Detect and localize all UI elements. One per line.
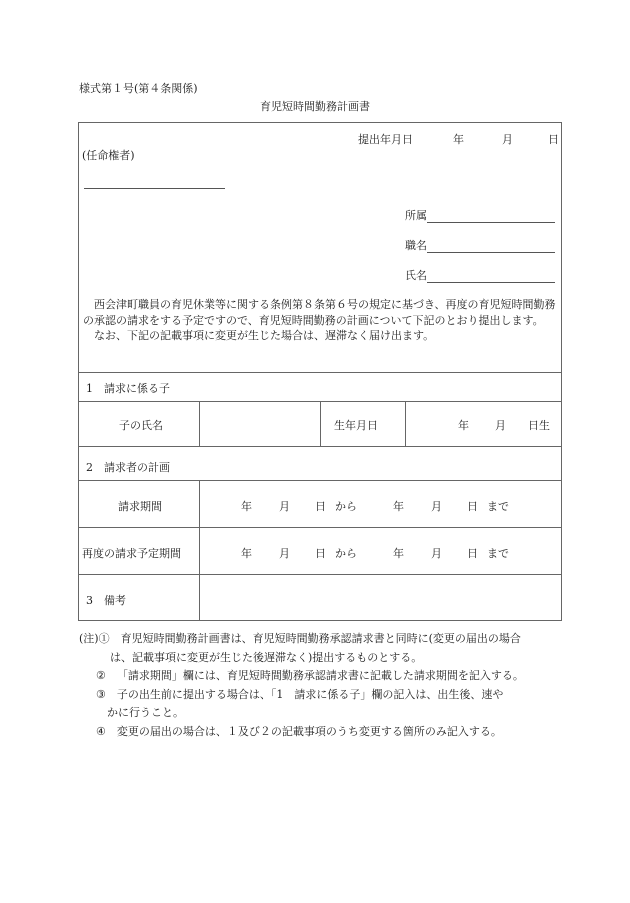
section3-heading: 3 備考 [86,594,126,607]
note-text: 育児短時間勤務計画書は、育児短時間勤務承認請求書と同時に(変更の届出の場合 [120,632,521,645]
divider [79,372,561,373]
section1-heading: 1 請求に係る子 [86,382,170,395]
divider [79,446,561,447]
affiliation-label: 所属 [405,209,427,222]
remarks-field[interactable] [203,578,558,618]
next-to-year[interactable]: 年 [393,547,404,560]
note-marker: ③ [96,687,106,701]
note-text: 子の出生前に提出する場合は、「1 請求に係る子」欄の記入は、出生後、速や [116,687,504,701]
note-marker: ① [98,632,110,645]
appointer-field[interactable] [84,173,225,188]
birth-month-field[interactable]: 月 [495,419,506,432]
affiliation-field[interactable] [405,207,555,223]
section2-heading: 2 請求者の計画 [86,461,170,474]
note-item-1-cont: は、記載事項に変更が生じた後遅滞なく)提出するものとする。 [110,650,423,664]
divider [320,401,321,446]
divider [199,480,200,621]
request-to-month[interactable]: 月 [431,500,442,513]
statement-paragraph-2: なお、下記の記載事項に変更が生じた場合は、遅滞なく届け出ます。 [94,329,435,342]
next-to-month[interactable]: 月 [431,547,442,560]
note-text: 変更の届出の場合は、１及び２の記載事項のうち変更する箇所のみ記入する。 [116,724,502,738]
next-from-day[interactable]: 日 [315,547,326,560]
next-from-month[interactable]: 月 [279,547,290,560]
note-text: 「請求期間」欄には、育児短時間勤務承認請求書に記載した請求期間を記入する。 [116,669,524,682]
statement-paragraph-1: 西会津町職員の育児休業等に関する条例第８条第６号の規定に基づき、再度の育児短時間勤務の承認の請求をする予定ですので、育児短時間勤務の計画について下記のとおり提出します。 [83,298,556,327]
divider [199,401,200,446]
name-field[interactable] [405,267,555,283]
affiliation-underline [427,209,555,223]
position-label: 職名 [405,239,427,252]
request-to-year[interactable]: 年 [393,500,404,513]
next-from-label: から [335,547,357,560]
note-item-2 [79,667,569,686]
submission-day-field[interactable]: 日 [548,133,559,146]
submission-year-field[interactable]: 年 [453,133,464,146]
birth-day-field[interactable]: 日生 [528,419,550,432]
divider [79,527,561,528]
name-underline [427,269,555,283]
submission-date-label: 提出年月日 [358,133,413,146]
note-item-4 [79,723,569,742]
request-from-label: から [335,500,357,513]
notes-prefix: (注) [79,632,99,645]
divider [79,480,561,481]
request-period-label: 請求期間 [118,500,162,513]
next-from-year[interactable]: 年 [241,547,252,560]
request-from-month[interactable]: 月 [279,500,290,513]
notes [79,630,569,741]
request-from-year[interactable]: 年 [241,500,252,513]
position-field[interactable] [405,237,555,253]
appointer-label: (任命権者) [82,149,135,162]
child-name-label: 子の氏名 [119,419,163,432]
position-underline [427,239,555,253]
birthdate-label: 生年月日 [334,419,378,432]
note-item-1 [79,630,569,649]
form-box [78,122,562,621]
next-to-label: まで [487,547,509,560]
next-to-day[interactable]: 日 [467,547,478,560]
form-number-label: 様式第１号(第４条関係) [79,82,198,95]
note-marker: ④ [96,724,106,738]
child-name-field[interactable] [203,405,319,442]
document-title: 育児短時間勤務計画書 [260,100,370,113]
note-item-3-cont: かに行うこと。 [107,706,184,719]
divider [405,401,406,446]
name-label: 氏名 [405,269,427,282]
request-from-day[interactable]: 日 [315,500,326,513]
request-to-day[interactable]: 日 [467,500,478,513]
note-item-3 [79,686,569,705]
request-to-label: まで [487,500,509,513]
appointer-underline [84,173,225,189]
divider [79,574,561,575]
statement-text [83,297,559,344]
submission-month-field[interactable]: 月 [502,133,513,146]
birth-year-field[interactable]: 年 [458,419,469,432]
next-request-period-label: 再度の請求予定期間 [82,547,181,560]
note-marker: ② [96,669,106,682]
